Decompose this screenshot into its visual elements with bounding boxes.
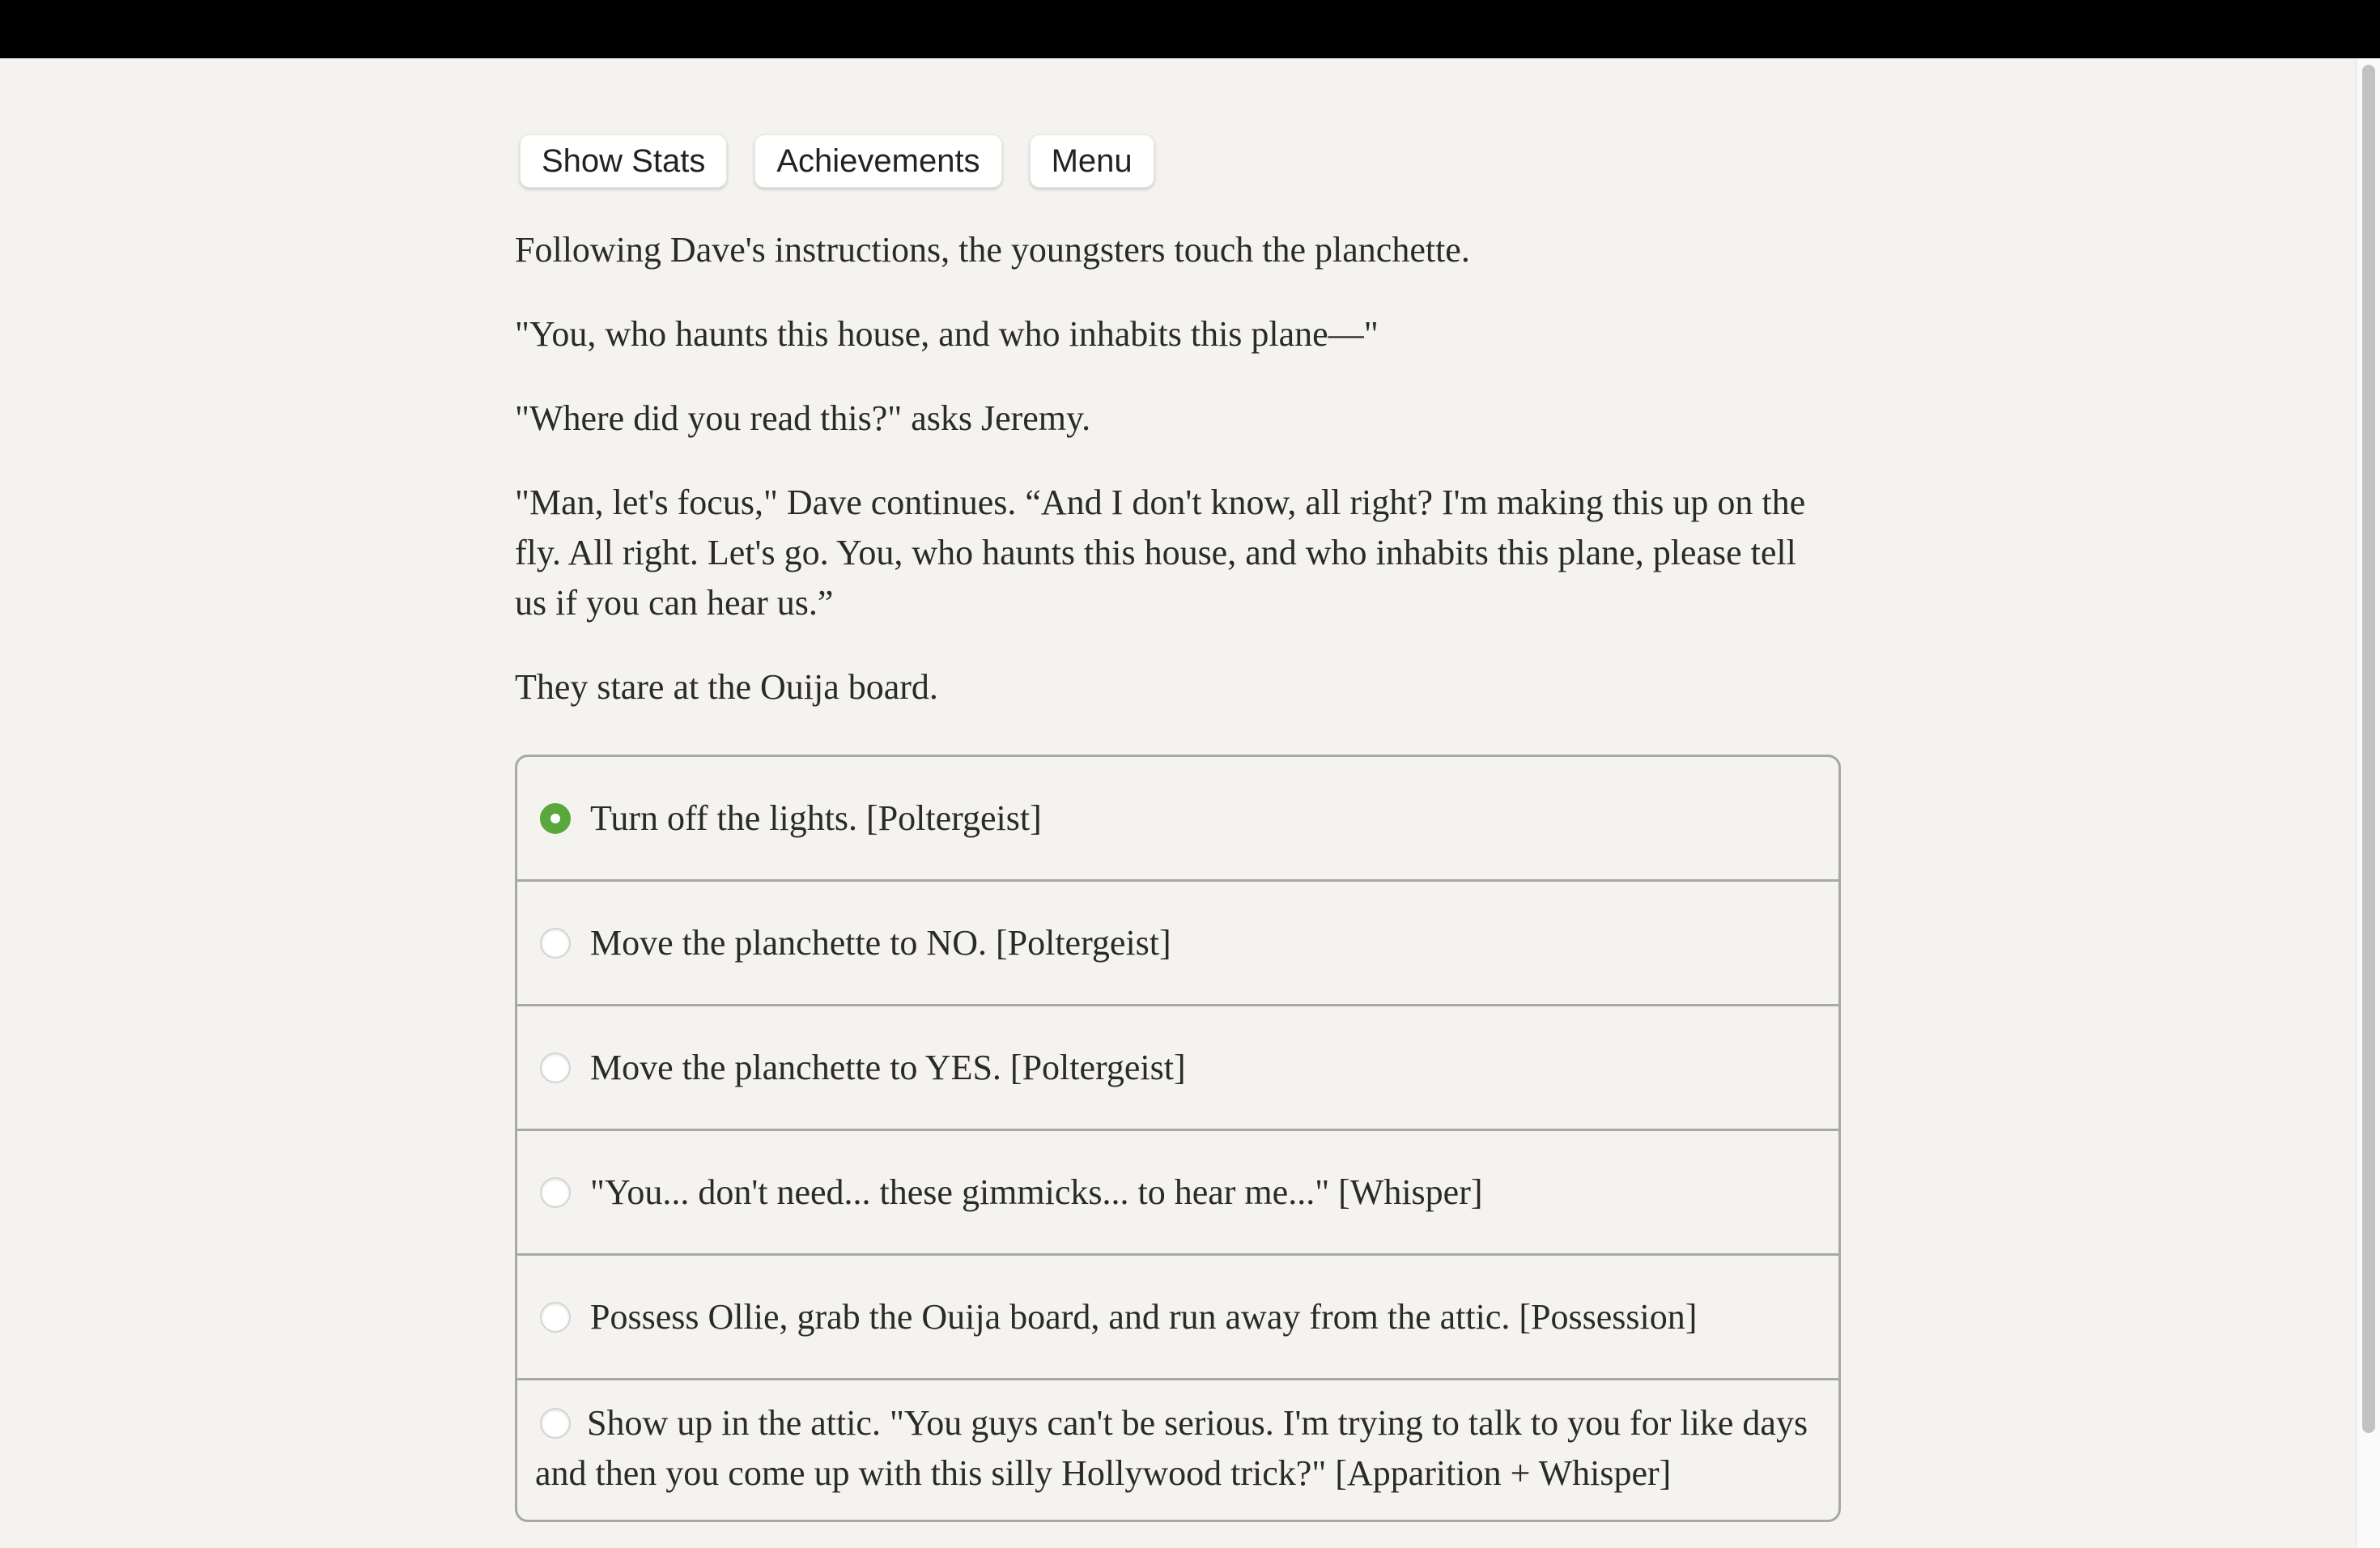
scrollbar-thumb[interactable] (2362, 65, 2375, 1433)
browser-top-bar (0, 0, 2380, 58)
story-paragraph: "Where did you read this?" asks Jeremy. (515, 398, 1091, 438)
choice-list (515, 755, 1841, 1522)
game-viewport (0, 58, 2356, 1548)
radio-unselected-icon[interactable] (540, 928, 571, 959)
story-paragraph: Following Dave's instructions, the youngsters touch the planchette. (515, 230, 1470, 270)
choice-label: "You... don't need... these gimmicks... to hear me..." [Whisper] (590, 1172, 1483, 1212)
choice-option-possess-ollie[interactable] (517, 1253, 1838, 1378)
game-toolbar (520, 134, 1841, 188)
choice-label: Show up in the attic. "You guys can't be serious. I'm trying to talk to you for like days and then you come up with this silly Hollywood trick?" [Apparition + Whisper] (535, 1403, 1808, 1493)
choice-label: Move the planchette to YES. [Poltergeist] (590, 1047, 1186, 1087)
show-stats-button[interactable]: Show Stats (520, 134, 727, 188)
choice-option-whisper[interactable] (517, 1129, 1838, 1253)
menu-button[interactable]: Menu (1030, 134, 1154, 188)
radio-unselected-icon[interactable] (540, 1177, 571, 1208)
choice-option-planchette-no[interactable] (517, 879, 1838, 1004)
story-paragraph: They stare at the Ouija board. (515, 667, 938, 707)
choice-option-planchette-yes[interactable] (517, 1004, 1838, 1129)
radio-unselected-icon[interactable] (540, 1053, 571, 1083)
scrollbar[interactable] (2356, 58, 2380, 1548)
story-text (515, 225, 1841, 712)
radio-unselected-icon[interactable] (540, 1408, 571, 1439)
choice-label: Move the planchette to NO. [Poltergeist] (590, 922, 1171, 963)
choice-label: Possess Ollie, grab the Ouija board, and run away from the attic. [Possession] (590, 1296, 1698, 1337)
radio-selected-icon[interactable] (540, 803, 571, 834)
game-content (515, 134, 1841, 1548)
radio-unselected-icon[interactable] (540, 1302, 571, 1333)
story-paragraph: "You, who haunts this house, and who inhabits this plane—" (515, 314, 1379, 354)
choice-option-turn-off-lights[interactable] (517, 757, 1838, 879)
achievements-button[interactable]: Achievements (754, 134, 1001, 188)
choice-option-show-up-attic[interactable] (517, 1378, 1838, 1520)
choice-label: Turn off the lights. [Poltergeist] (590, 797, 1042, 838)
story-paragraph: "Man, let's focus," Dave continues. “And I don't know, all right? I'm making this up on the fly. All right. Let's go. You, who haunts this house, and who inhabits this plane, please tell us if you can hear us.” (515, 483, 1806, 623)
